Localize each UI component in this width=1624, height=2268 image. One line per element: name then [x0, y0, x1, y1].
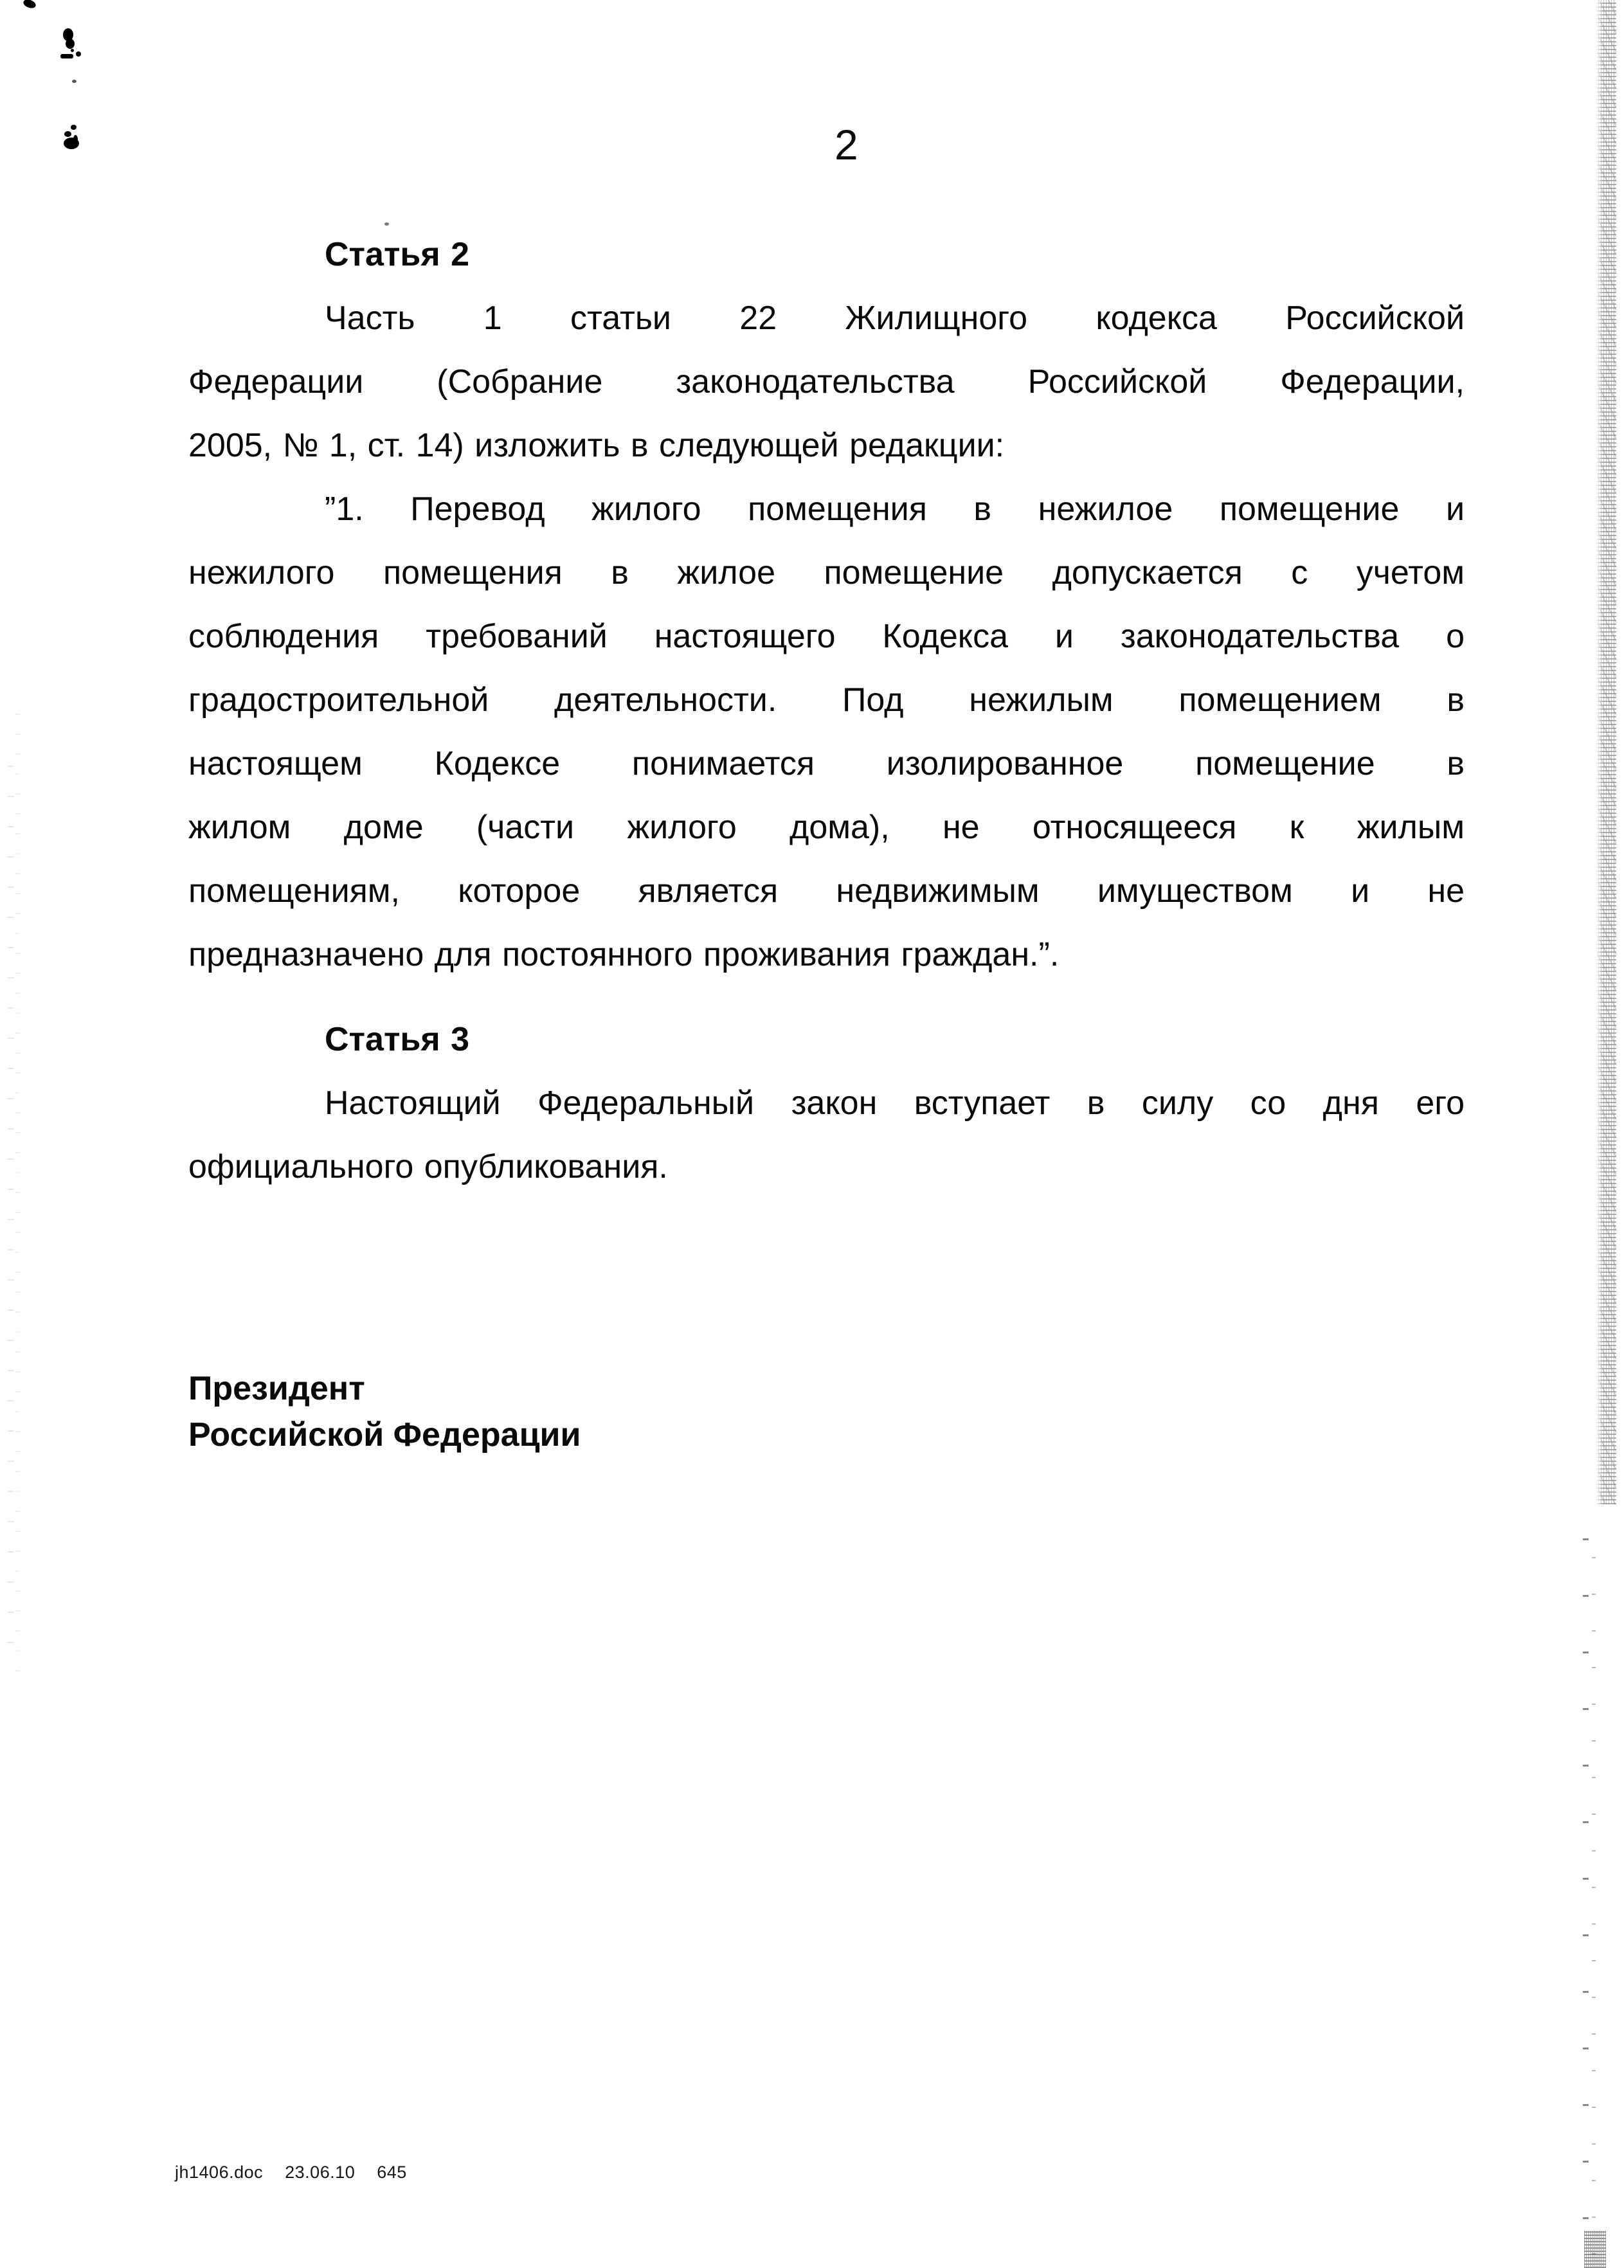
- ink-speck: [72, 80, 77, 83]
- text-line: нежилого помещения в жилое помещение допускается с учетом: [188, 554, 1465, 591]
- text-line: Настоящий Федеральный закон вступает в силу со дня его: [325, 1084, 1465, 1122]
- footer-number: 645: [377, 2163, 407, 2182]
- signature-title-line-2: Российской Федерации: [188, 1416, 581, 1454]
- ink-speck: [64, 131, 71, 137]
- article-3-heading: [188, 1008, 1465, 1072]
- ink-speck: [64, 138, 79, 149]
- text-line: официального опубликования.: [188, 1148, 668, 1185]
- text-line: помещениям, которое является недвижимым имуществом и не: [188, 872, 1465, 910]
- text-block: [188, 223, 1465, 1199]
- ink-speck: [76, 51, 81, 57]
- document-footer: [175, 2163, 424, 2182]
- ink-speck: [71, 49, 74, 52]
- text-line: Статья 2: [325, 236, 470, 273]
- signature-title-line-1: Президент: [188, 1370, 365, 1407]
- footer-date: 23.06.10: [285, 2163, 356, 2182]
- text-line: Часть 1 статьи 22 Жилищного кодекса Российской: [325, 300, 1465, 337]
- footer-filename: jh1406.doc: [175, 2163, 264, 2182]
- text-line: настоящем Кодексе понимается изолированное помещение в: [188, 745, 1465, 782]
- text-line: предназначено для постоянного проживания граждан.”.: [188, 936, 1060, 973]
- text-line: 2005, № 1, ст. 14) изложить в следующей редакции:: [188, 427, 1005, 464]
- scan-noise-left: [6, 707, 23, 1671]
- text-line: жилом доме (части жилого дома), не относящееся к жилым: [188, 809, 1465, 846]
- scan-blob-bottom-right: [1584, 2231, 1606, 2268]
- signature-block: [188, 1365, 581, 1458]
- text-line: соблюдения требований настоящего Кодекса и законодательства о: [188, 618, 1465, 655]
- text-line: градостроительной деятельности. Под нежилым помещением в: [188, 681, 1465, 719]
- scan-noise-right-bottom: [1579, 1504, 1598, 2268]
- article-2-heading: [188, 223, 1465, 287]
- article-3-paragraph-1: [188, 1072, 1465, 1199]
- text-line: Федерации (Собрание законодательства Российской Федерации,: [188, 363, 1465, 401]
- page-number: 2: [835, 121, 858, 168]
- ink-speck: [66, 39, 75, 49]
- ink-speck: [71, 125, 77, 130]
- ink-speck: [23, 0, 37, 10]
- article-2-paragraph-1: [188, 287, 1465, 478]
- text-line: ”1. Перевод жилого помещения в нежилое помещение и: [325, 491, 1465, 528]
- article-2-paragraph-2: [188, 478, 1465, 987]
- ink-speck: [60, 54, 73, 59]
- text-line: Статья 3: [325, 1021, 470, 1058]
- ink-speck: [384, 222, 389, 226]
- scan-noise-right-top: [1596, 0, 1616, 1504]
